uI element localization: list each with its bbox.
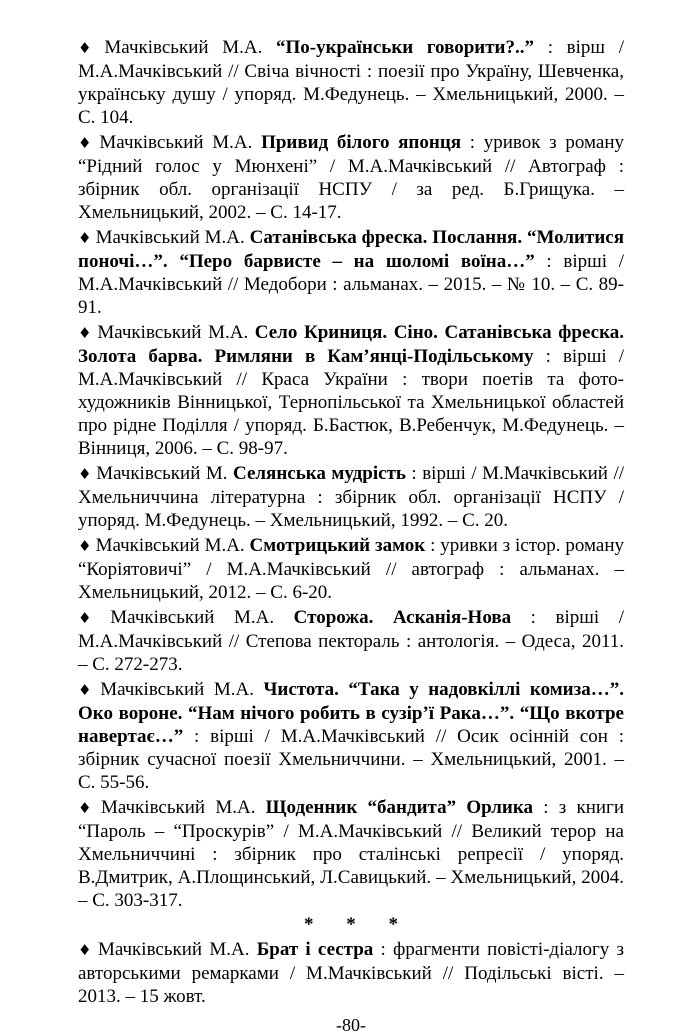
entry-title: Смотрицький замок: [249, 535, 426, 556]
entry-text: Мачківський М.А.: [100, 679, 264, 700]
section-separator: * * *: [304, 914, 412, 935]
diamond-bullet-icon: ♦: [78, 324, 94, 342]
entry-title: “По-українськи говорити?..”: [276, 37, 535, 58]
bibliography-entry: [78, 36, 624, 129]
entry-title: Село Криниця. Сіно. Сатанівська фреска. Золота барва. Римляни в Кам’янці-Подільському: [78, 322, 624, 367]
entry-text: Мачківський М.А.: [95, 227, 250, 248]
entry-text: : уривки з істор. роману “Коріятовичі” / М.А.Мачківський // автограф : альманах. – Хмельницький, 2012. – С. 6-20.: [78, 535, 624, 603]
entry-text: : вірші / М.А.Мачківський // Медобори : альманах. – 2015. – № 10. – С. 89-91.: [78, 251, 625, 318]
entry-text: : вірші / М.Мачківський // Хмельниччина літературна : збірник обл. організації НСПУ / упоряд. М.Федунець. – Хмельницький, 1992. – С. 20.: [78, 463, 624, 531]
bibliography-entry: [78, 938, 624, 1008]
entry-text: Мачківський М.А.: [97, 322, 255, 343]
entry-text: : вірш / М.А.Мачківський // Свіча вічності : поезії про Україну, Шевченка, українську душу / упоряд. М.Федунець. – Хмельницький, 2000. – С. 104.: [78, 37, 624, 128]
bibliography-page: [78, 36, 624, 1036]
page-number: -80-: [336, 1015, 366, 1035]
bibliography-entry: [78, 796, 624, 912]
entry-title: Привид білого японця: [261, 132, 462, 153]
entry-list-after: [78, 938, 624, 1008]
entry-text: : уривок з роману “Рідний голос у Мюнхені” / М.А.Мачківський // Автограф : збірник обл. організації НСПУ / за ред. Б.Грищука. – Хмельницький, 2002. – С. 14-17.: [78, 132, 624, 223]
entry-text: Мачківський М.А.: [99, 132, 262, 153]
entry-title: Селянська мудрість: [233, 463, 406, 484]
bibliography-entry: [78, 131, 624, 224]
entry-text: : вірші / М.А.Мачківський // Степова пектораль : антологія. – Одеса, 2011. – С. 272-273.: [78, 607, 625, 675]
diamond-bullet-icon: ♦: [78, 39, 101, 57]
entry-text: Мачківський М.А.: [104, 37, 276, 58]
entry-title: Сторожа. Асканія-Нова: [293, 607, 512, 628]
bibliography-entry: [78, 678, 624, 794]
entry-text: : вірші / М.А.Мачківський // Краса України : твори поетів та фото-художників Вінницької, Тернопільської та Хмельницької областей про рідне Поділля / упоряд. Б.Бастюк, В.Ребенчук, М.Федунець. – Вінниця, 2006. – С. 98-97.: [78, 346, 624, 459]
bibliography-entry: [78, 462, 624, 532]
diamond-bullet-icon: ♦: [78, 537, 92, 555]
entry-text: : з книги “Пароль – “Проскурів” / М.А.Мачківський // Великий терор на Хмельниччині : збірник про сталінські репресії / упоряд. В.Дмитрик, А.Площинський, Л.Савицький. – Хмельницький, 2004. – С. 303-317.: [78, 797, 624, 911]
bibliography-entry: [78, 321, 624, 460]
entry-text: Мачківський М.А.: [95, 535, 250, 556]
diamond-bullet-icon: ♦: [78, 134, 96, 152]
entry-text: Мачківський М.А.: [100, 797, 266, 818]
diamond-bullet-icon: ♦: [78, 941, 94, 959]
diamond-bullet-icon: ♦: [78, 465, 93, 483]
bibliography-entry: [78, 534, 624, 604]
diamond-bullet-icon: ♦: [78, 681, 97, 699]
diamond-bullet-icon: ♦: [78, 229, 92, 247]
diamond-bullet-icon: ♦: [78, 609, 107, 627]
entry-list: [78, 36, 624, 912]
entry-text: Мачківський М.А.: [110, 607, 294, 628]
entry-text: : фрагменти повісті-діалогу з авторськими ремарками / М.Мачківський // Подільські вісті. – 2013. – 15 жовт.: [78, 939, 624, 1007]
entry-title: Брат і сестра: [256, 939, 374, 960]
entry-title: Сатанівська фреска. Послання. “Молитися поночі…”. “Перо барвисте – на шоломі воїна…”: [78, 227, 624, 272]
diamond-bullet-icon: ♦: [78, 799, 97, 817]
entry-text: : вірші / М.А.Мачківський // Осик осінній сон : збірник сучасної поезії Хмельниччини. – Хмельницький, 2001. – С. 55-56.: [78, 726, 624, 793]
bibliography-entry: [78, 606, 624, 676]
bibliography-entry: [78, 226, 624, 319]
entry-text: Мачківський М.А.: [97, 939, 257, 960]
entry-title: Щоденник “бандита” Орлика: [265, 797, 533, 818]
entry-title: Чистота. “Така у надовкіллі комиза…”. Око вороне. “Нам нічого робить в сузір’ї Рака…”. “Що вкотре навертає…”: [78, 679, 624, 747]
entry-text: Мачківський М.: [96, 463, 233, 484]
